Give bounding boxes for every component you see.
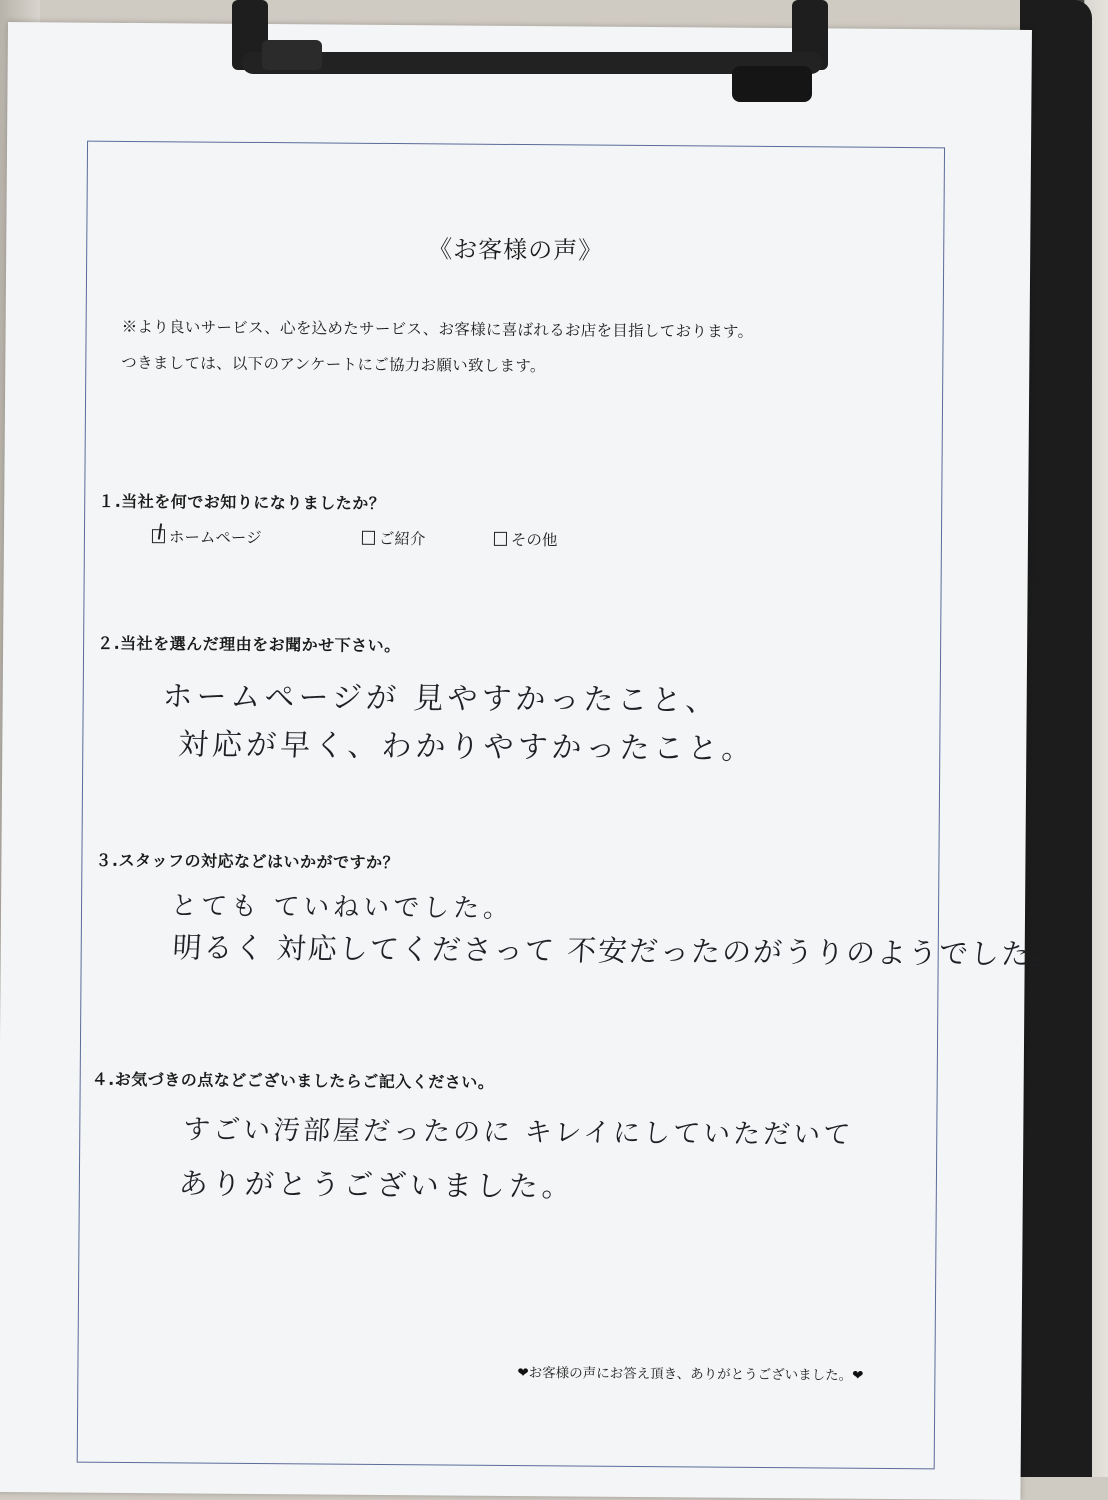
option-homepage[interactable] [152,525,262,548]
clip-hinge [262,40,322,70]
footer-thanks [517,1361,863,1384]
checkbox-icon[interactable] [494,532,507,546]
heart-icon: ❤ [517,1365,529,1382]
option-label: ホームページ [168,528,262,548]
answer-4-line-2: ありがとうございました。 [177,1166,576,1204]
option-label: ご紹介 [378,529,426,549]
intro-line-1: ※より良いサービス、心を込めたサービス、お客様に喜ばれるお店を目指しております。 [121,317,754,341]
clipboard-clip [232,0,822,102]
sheet-title: 《お客様の声》 [428,235,604,265]
clipboard-board [1020,0,1092,1477]
footer-text: お客様の声にお答え頂き、ありがとうございました。 [528,1365,853,1384]
survey-sheet [0,22,1065,1500]
checkbox-checked-icon[interactable] [152,529,165,543]
intro-line-2: つきましては、以下のアンケートにご協力お願い致します。 [121,353,546,376]
option-other[interactable] [494,528,558,550]
question-1: １.当社を何でお知りになりましたか？ [98,491,386,513]
heart-icon: ❤ [852,1367,864,1384]
answer-3-line-2: 明るく 対応してくださって 不安だったのがうりのようでした。 [171,930,1065,972]
question-2: ２.当社を選んだ理由をお聞かせ下さい。 [97,633,401,656]
answer-3-line-1: とても ていねいでした。 [170,891,515,924]
question-4: ４.お気づきの点などございましたらご記入ください。 [91,1069,495,1092]
clip-lever [732,66,812,102]
answer-4-line-1: すごい汚部屋だったのに キレイにしていただいて [182,1114,855,1151]
answer-2-line-1: ホームページが 見やすかったこと、 [161,679,721,719]
question-3: ３.スタッフの対応などはいかがですか？ [95,850,400,873]
answer-2-line-2: 対応が早く、わかりやすかったこと。 [177,727,757,767]
option-label: その他 [510,530,558,550]
checkbox-icon[interactable] [362,531,375,545]
option-referral[interactable] [362,527,426,549]
